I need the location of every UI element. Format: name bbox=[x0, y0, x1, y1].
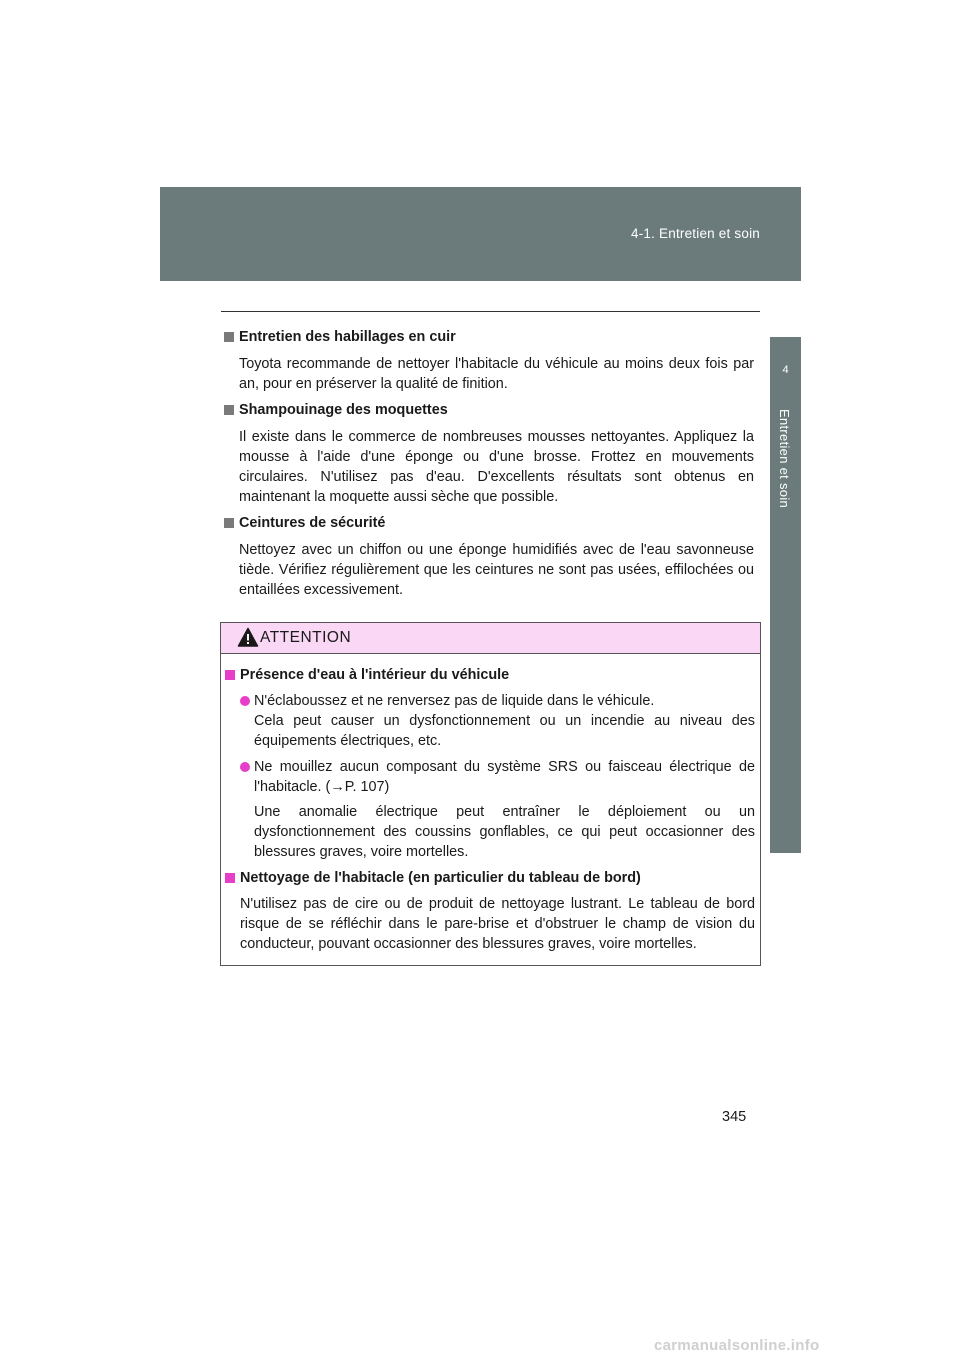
attention-title: ATTENTION bbox=[260, 629, 352, 646]
watermark: carmanualsonline.info bbox=[654, 1337, 820, 1354]
square-bullet-icon bbox=[224, 405, 234, 415]
square-bullet-icon bbox=[224, 332, 234, 342]
square-bullet-icon bbox=[225, 873, 235, 883]
attention-header bbox=[221, 623, 760, 654]
warning-triangle-icon bbox=[237, 627, 259, 648]
attention-heading-text: Présence d'eau à l'intérieur du véhicule bbox=[240, 667, 510, 683]
attention-item bbox=[240, 691, 755, 711]
attention-item-detail: Cela peut causer un dysfonctionnement ou un incendie au niveau des équipements électriques, etc. bbox=[254, 713, 755, 749]
topic-leather bbox=[224, 327, 754, 394]
attention-content bbox=[225, 665, 755, 954]
attention-heading-dashboard bbox=[225, 868, 755, 888]
page-number: 345 bbox=[722, 1109, 747, 1125]
topic-body: Nettoyez avec un chiffon ou une éponge humidifiés avec de l'eau savonneuse tiède. Vérifiez régulièrement que les ceintures ne sont pas usées, effilochées ou entaillées excessivement. bbox=[239, 542, 754, 598]
topic-heading-text: Entretien des habillages en cuir bbox=[239, 329, 456, 345]
attention-box bbox=[220, 622, 761, 966]
divider-line bbox=[221, 311, 760, 312]
attention-item-detail: Une anomalie électrique peut entraîner le déploiement ou un dysfonctionnement des coussins gonflables, ce qui peut occasionner des blessures graves, voire mortelles. bbox=[254, 804, 755, 860]
square-bullet-icon bbox=[224, 518, 234, 528]
header-band bbox=[160, 187, 801, 281]
circle-bullet-icon bbox=[240, 696, 250, 706]
topic-seatbelts bbox=[224, 513, 754, 600]
circle-bullet-icon bbox=[240, 762, 250, 772]
topic-heading bbox=[224, 327, 754, 347]
topic-heading bbox=[224, 400, 754, 420]
attention-item-text: N'éclaboussez et ne renversez pas de liquide dans le véhicule. bbox=[254, 693, 655, 709]
main-content bbox=[224, 327, 754, 606]
attention-heading-text: Nettoyage de l'habitacle (en particulier du tableau de bord) bbox=[240, 870, 641, 886]
topic-heading bbox=[224, 513, 754, 533]
topic-body: Il existe dans le commerce de nombreuses mousses nettoyantes. Appliquez la mousse à l'aide d'une éponge ou d'une brosse. Frottez en mouvements circulaires. N'utilisez pas d'eau. D'excellents résultats sont obtenus en maintenant la moquette aussi sèche que possible. bbox=[239, 429, 754, 505]
chapter-label: Entretien et soin bbox=[777, 409, 792, 509]
attention-section-text: N'utilisez pas de cire ou de produit de nettoyage lustrant. Le tableau de bord risque de se réfléchir dans le pare-brise et d'obstruer le champ de vision du conducteur, pouvant occasionner des blessures graves, voire mortelles. bbox=[240, 896, 755, 952]
attention-item bbox=[240, 757, 755, 797]
attention-heading-water bbox=[225, 665, 755, 685]
chapter-number: 4 bbox=[782, 364, 789, 376]
chapter-side-tab[interactable] bbox=[770, 337, 801, 853]
section-title: 4-1. Entretien et soin bbox=[631, 226, 760, 241]
topic-body: Toyota recommande de nettoyer l'habitacle du véhicule au moins deux fois par an, pour en préserver la qualité de finition. bbox=[239, 356, 754, 392]
topic-heading-text: Ceintures de sécurité bbox=[239, 515, 386, 531]
square-bullet-icon bbox=[225, 670, 235, 680]
attention-item-text: Ne mouillez aucun composant du système SRS ou faisceau électrique de l'habitacle. (→P. 107) bbox=[254, 759, 755, 795]
topic-carpet bbox=[224, 400, 754, 507]
topic-heading-text: Shampouinage des moquettes bbox=[239, 402, 448, 418]
